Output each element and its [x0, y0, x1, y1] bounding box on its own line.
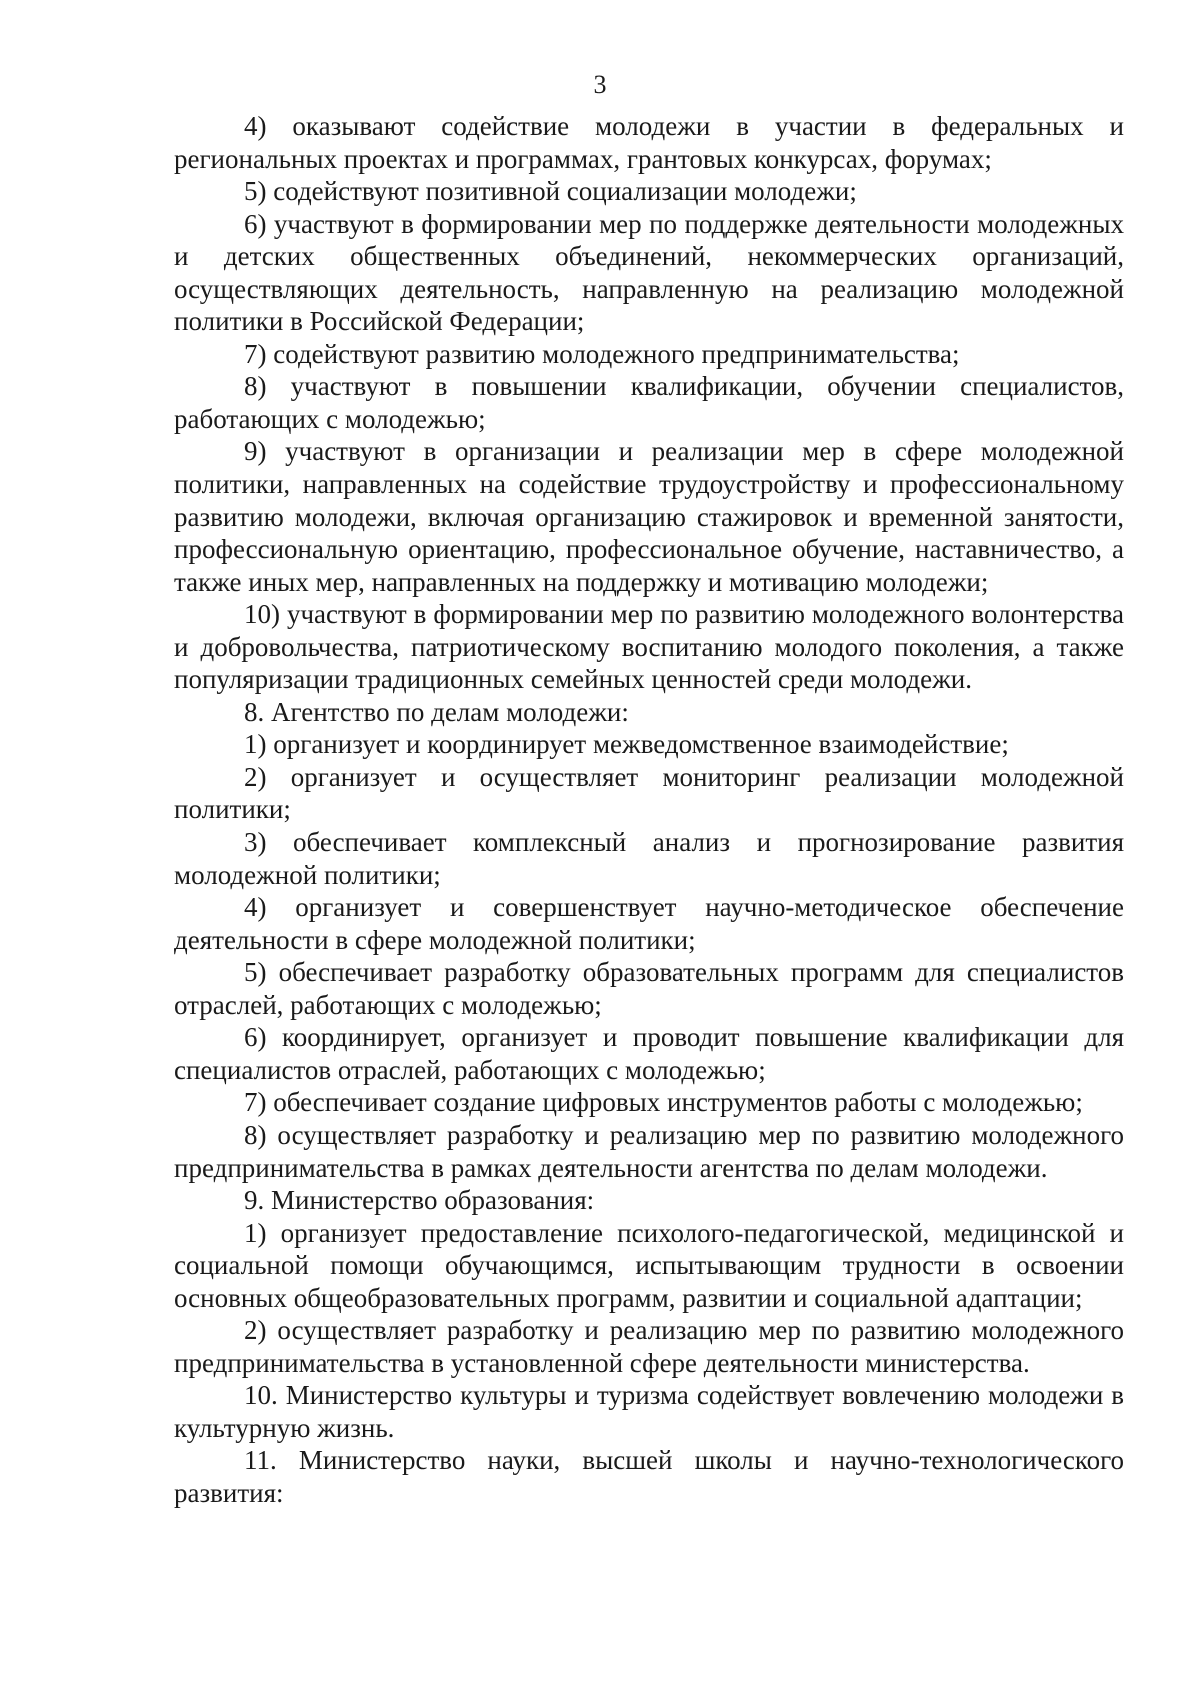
paragraph-agency-item-7: 7) обеспечивает создание цифровых инструментов работы с молодежью; — [244, 1087, 1083, 1118]
paragraph-agency-item-1: 1) организует и координирует межведомственное взаимодействие; — [244, 729, 1009, 760]
page-number: 3 — [593, 70, 607, 99]
paragraph-item-7-entrepreneurship: 7) содействуют развитию молодежного предпринимательства; — [244, 338, 960, 369]
paragraph-agency-item-6: 6) координирует, организует и проводит повышение квалификации для специалистов отраслей, работающих с молодежью; — [174, 1022, 1124, 1085]
paragraph-item-5-socialization: 5) содействуют позитивной социализации молодежи; — [244, 176, 857, 207]
paragraph-agency-item-5: 5) обеспечивает разработку образовательных программ для специалистов отраслей, работающих с молодежью; — [174, 957, 1124, 1020]
section-8-youth-agency: 8. Агентство по делам молодежи: — [244, 696, 629, 727]
paragraph-item-9-employment: 9) участвуют в организации и реализации мер в сфере молодежной политики, направленных на содействие трудоустройству и профессиональному развитию молодежи, включая организацию стажировок и временной занятости, профессиональную ориентацию, профессиональное обучение, наставничество, а также иных мер, направленных на поддержку и мотивацию молодежи; — [174, 436, 1124, 597]
paragraph-item-8-qualification: 8) участвуют в повышении квалификации, обучении специалистов, работающих с молодежью; — [174, 371, 1124, 434]
paragraph-item-6-support-measures: 6) участвуют в формировании мер по поддержке деятельности молодежных и детских общественных объединений, некоммерческих организаций, осуществляющих деятельность, направленную на реализацию молодежной политики в Российской Федерации; — [174, 208, 1124, 337]
section-9-ministry-education: 9. Министерство образования: — [244, 1185, 595, 1216]
document-body — [174, 110, 1124, 1510]
paragraph-agency-item-2: 2) организует и осуществляет мониторинг реализации молодежной политики; — [174, 761, 1124, 825]
paragraph-agency-item-3: 3) обеспечивает комплексный анализ и прогнозирование развития молодежной политики; — [174, 827, 1124, 890]
paragraph-item-10-volunteering: 10) участвуют в формировании мер по развитию молодежного волонтерства и добровольчества, патриотическому воспитанию молодого поколения, а также популяризации традиционных семейных ценностей среди молодежи. — [174, 599, 1124, 695]
paragraph-agency-item-8: 8) осуществляет разработку и реализацию мер по развитию молодежного предпринимательства в рамках деятельности агентства по делам молодежи. — [174, 1119, 1124, 1183]
section-11-ministry-science: 11. Министерство науки, высшей школы и научно-технологического развития: — [174, 1445, 1124, 1508]
paragraph-agency-item-4: 4) организует и совершенствует научно-методическое обеспечение деятельности в сфере молодежной политики; — [174, 892, 1124, 955]
paragraph-education-item-1: 1) организует предоставление психолого-педагогической, медицинской и социальной помощи обучающимся, испытывающим трудности в освоении основных общеобразовательных программ, развитии и социальной адаптации; — [174, 1217, 1124, 1313]
paragraph-item-4-youth-participation: 4) оказывают содействие молодежи в участии в федеральных и региональных проектах и программах, грантовых конкурсах, форумах; — [174, 111, 1124, 174]
paragraph-education-item-2: 2) осуществляет разработку и реализацию мер по развитию молодежного предпринимательства в установленной сфере деятельности министерства. — [174, 1315, 1124, 1378]
section-10-ministry-culture: 10. Министерство культуры и туризма содействует вовлечению молодежи в культурную жизнь. — [174, 1380, 1124, 1443]
